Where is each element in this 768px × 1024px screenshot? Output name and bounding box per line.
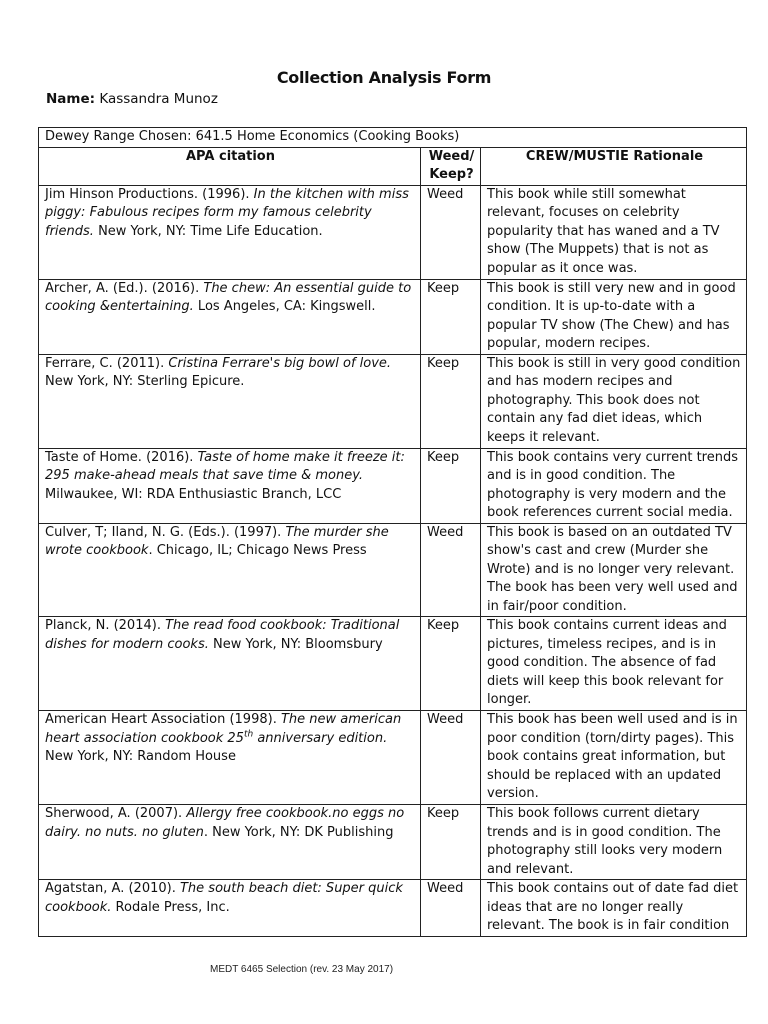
decision-cell: Keep (421, 617, 481, 711)
rationale-cell: This book while still somewhat relevant, focuses on celebrity popularity that has waned and a TV show (The Muppets) that is not as popular as it once was. (481, 185, 747, 279)
name-line (46, 91, 218, 107)
rationale-cell: This book is still in very good condition and has modern recipes and photography. This book does not contain any fad diet ideas, which keeps it relevant. (481, 354, 747, 448)
rationale-cell: This book is based on an outdated TV show's cast and crew (Murder she Wrote) and is no longer very relevant. The book has been very well used and in fair/poor condition. (481, 523, 747, 617)
header-rationale: CREW/MUSTIE Rationale (481, 147, 747, 185)
citation-cell: Culver, T; Iland, N. G. (Eds.). (1997). The murder she wrote cookbook. Chicago, IL; Chicago News Press (39, 523, 421, 617)
page-title: Collection Analysis Form (276, 68, 492, 87)
rationale-cell: This book follows current dietary trends and is in good condition. The photography still looks very modern and relevant. (481, 805, 747, 880)
citation-cell: Sherwood, A. (2007). Allergy free cookbook.no eggs no dairy. no nuts. no gluten. New York, NY: DK Publishing (39, 805, 421, 880)
decision-cell: Weed (421, 523, 481, 617)
decision-cell: Keep (421, 805, 481, 880)
name-value: Kassandra Munoz (99, 91, 218, 107)
page-footer: MEDT 6465 Selection (rev. 23 May 2017) (210, 964, 394, 975)
decision-cell: Keep (421, 279, 481, 354)
header-citation: APA citation (39, 147, 421, 185)
header-row (39, 147, 747, 185)
table-row (39, 805, 747, 880)
rationale-cell: This book contains very current trends and is in good condition. The photography is very modern and the book references current social media. (481, 448, 747, 523)
citation-cell: Agatstan, A. (2010). The south beach diet: Super quick cookbook. Rodale Press, Inc. (39, 880, 421, 937)
table-row (39, 448, 747, 523)
decision-cell: Weed (421, 711, 481, 805)
table-row (39, 354, 747, 448)
table-row (39, 880, 747, 937)
rationale-cell: This book has been well used and is in poor condition (torn/dirty pages). This book contains great information, but should be replaced with an updated version. (481, 711, 747, 805)
citation-cell: Jim Hinson Productions. (1996). In the kitchen with miss piggy: Fabulous recipes form my famous celebrity friends. New York, NY: Time Life Education. (39, 185, 421, 279)
decision-cell: Weed (421, 185, 481, 279)
range-row (39, 128, 747, 148)
rationale-cell: This book is still very new and in good condition. It is up-to-date with a popular TV show (The Chew) and has popular, modern recipes. (481, 279, 747, 354)
dewey-range: Dewey Range Chosen: 641.5 Home Economics (Cooking Books) (39, 128, 747, 148)
decision-cell: Weed (421, 880, 481, 937)
citation-cell: Planck, N. (2014). The read food cookbook: Traditional dishes for modern cooks. New York, NY: Bloomsbury (39, 617, 421, 711)
table-row (39, 279, 747, 354)
decision-cell: Keep (421, 354, 481, 448)
table-row (39, 185, 747, 279)
name-label: Name: (46, 91, 96, 107)
rationale-cell: This book contains out of date fad diet ideas that are no longer really relevant. The book is in fair condition (481, 880, 747, 937)
citation-cell: Ferrare, C. (2011). Cristina Ferrare's big bowl of love. New York, NY: Sterling Epicure. (39, 354, 421, 448)
table-row (39, 617, 747, 711)
header-decision: Weed/ Keep? (421, 147, 481, 185)
citation-cell: American Heart Association (1998). The new american heart association cookbook 25th anniversary edition. New York, NY: Random House (39, 711, 421, 805)
table-row (39, 711, 747, 805)
rationale-cell: This book contains current ideas and pictures, timeless recipes, and is in good condition. The absence of fad diets will keep this book relevant for longer. (481, 617, 747, 711)
citation-cell: Taste of Home. (2016). Taste of home make it freeze it: 295 make-ahead meals that save time & money. Milwaukee, WI: RDA Enthusiastic Branch, LCC (39, 448, 421, 523)
collection-table (38, 127, 747, 937)
decision-cell: Keep (421, 448, 481, 523)
citation-cell: Archer, A. (Ed.). (2016). The chew: An essential guide to cooking &entertaining. Los Angeles, CA: Kingswell. (39, 279, 421, 354)
table-row (39, 523, 747, 617)
